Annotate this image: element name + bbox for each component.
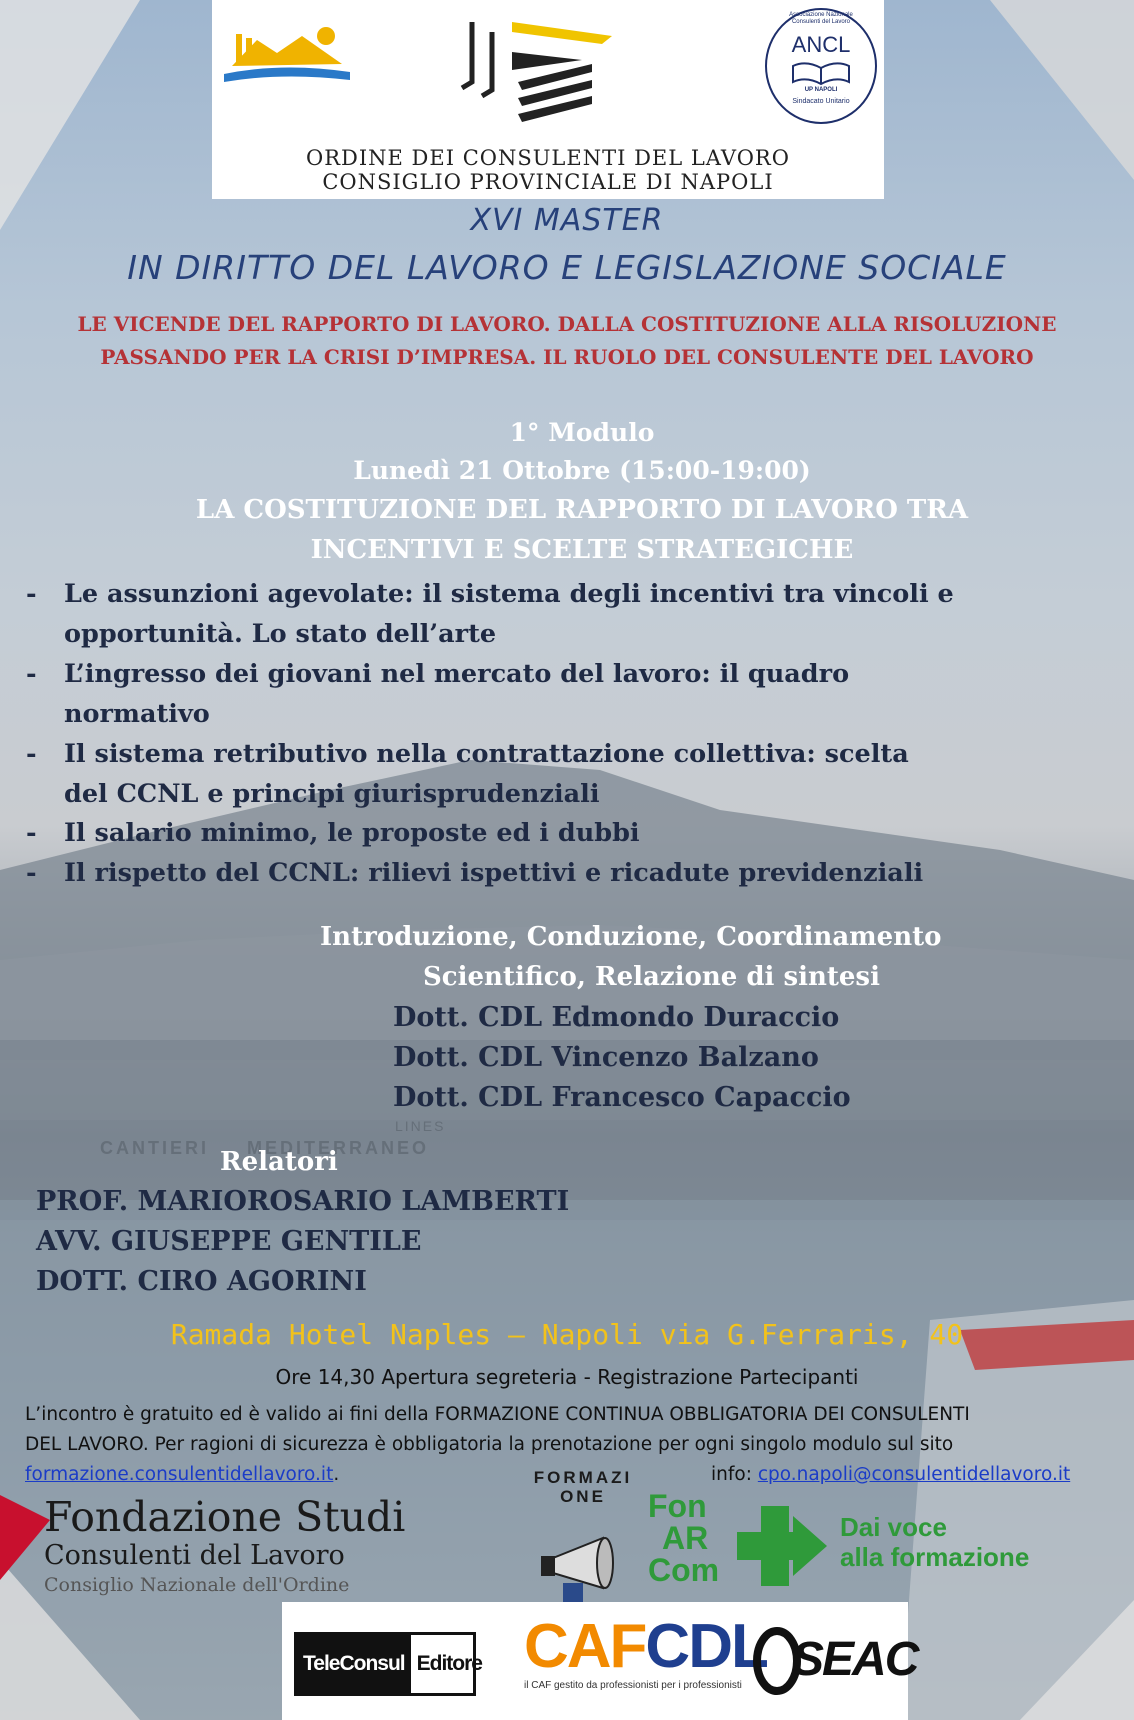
teleconsul-logo: [294, 1632, 482, 1696]
header-logo-box: [212, 0, 884, 199]
module-item-1-line2: opportunità. Lo stato dell’arte: [64, 619, 497, 649]
fondazione-council: Consiglio Nazionale dell'Ordine: [44, 1574, 350, 1596]
editore-label: Editore: [416, 1652, 482, 1675]
coordinator-3: Dott. CDL Francesco Capaccio: [393, 1082, 851, 1113]
fondazione-title: Fondazione Studi: [44, 1493, 406, 1541]
caf-part: CAF: [524, 1612, 646, 1681]
formazione-site-link[interactable]: formazione.consulentidellavoro.it: [25, 1464, 334, 1485]
paper-corner-topleft: [0, 0, 140, 230]
module-name: 1° Modulo: [509, 418, 655, 447]
coordinator-2: Dott. CDL Vincenzo Balzano: [393, 1042, 819, 1073]
fonarcom-ar: AR: [662, 1520, 709, 1556]
notice-line3: [25, 1464, 339, 1485]
notice-line2: DEL LAVORO. Per ragioni di sicurezza è obbligatoria la prenotazione per ogni singolo modulo sul sito: [25, 1434, 954, 1455]
cafcdl-wordmark: [524, 1612, 767, 1681]
bullet-dash: -: [26, 858, 37, 888]
module-item-5-line1: Il rispetto del CCNL: rilievi ispettivi e ricadute previdenziali: [64, 858, 924, 888]
coordination-line1: Introduzione, Conduzione, Coordinamento: [320, 922, 942, 952]
seac-label: SEAC: [792, 1633, 918, 1686]
bullet-dash: -: [26, 818, 37, 848]
ancl-bottom-text: Sindacato Unitario: [792, 98, 850, 105]
coordination-line2: Scientifico, Relazione di sintesi: [423, 962, 880, 992]
module-item-1-line1: Le assunzioni agevolate: il sistema degli incentivi tra vincoli e: [64, 579, 954, 609]
info-contact: [711, 1464, 1070, 1485]
speaker-3: DOTT. CIRO AGORINI: [36, 1266, 367, 1297]
subtitle-line1: LE VICENDE DEL RAPPORTO DI LAVORO. DALLA COSTITUZIONE ALLA RISOLUZIONE: [77, 312, 1057, 336]
info-email-link[interactable]: cpo.napoli@consulentidellavoro.it: [757, 1464, 1071, 1485]
campania-landscape-logo: [222, 18, 352, 88]
fondazione-studi-logo: [44, 1494, 504, 1604]
fonarcom-com: Com: [648, 1552, 720, 1588]
module-topic-line1: LA COSTITUZIONE DEL RAPPORTO DI LAVORO TRA: [195, 495, 969, 525]
module-item-3-line2: del CCNL e principi giurisprudenziali: [64, 779, 600, 809]
venue-address: Ramada Hotel Naples – Napoli via G.Ferraris, 40: [170, 1318, 964, 1351]
cafcdl-logo: [524, 1612, 767, 1691]
module-item-2-line2: normativo: [64, 699, 210, 729]
ordine-line1: ORDINE DEI CONSULENTI DEL LAVORO: [306, 146, 790, 170]
teleconsul-label: TeleConsul: [297, 1635, 411, 1693]
megaphone-icon: [523, 1528, 643, 1608]
dai-voce-line2: alla formazione: [840, 1542, 1030, 1572]
sponsor-strip: [282, 1602, 918, 1720]
master-title-line2: IN DIRITTO DEL LAVORO E LEGISLAZIONE SOCIALE: [127, 248, 1007, 287]
green-cross-arrow-icon: [733, 1502, 829, 1592]
caf-tagline: il CAF gestito da professionisti per i professionisti: [524, 1680, 742, 1691]
coordinator-1: Dott. CDL Edmondo Duraccio: [393, 1002, 840, 1033]
speaker-1: PROF. MARIOROSARIO LAMBERTI: [36, 1186, 570, 1217]
formazione-megaphone-logo: [523, 1462, 643, 1602]
fondazione-subtitle: Consulenti del Lavoro: [44, 1540, 345, 1571]
bullet-dash: -: [26, 659, 37, 689]
module-item-2-line1: L’ingresso dei giovani nel mercato del lavoro: il quadro: [64, 659, 850, 689]
notice-line1: L’incontro è gratuito ed è valido ai fini della FORMAZIONE CONTINUA OBBLIGATORIA DEI CONSULENTI: [25, 1404, 970, 1425]
open-book-icon: [791, 60, 851, 86]
ancl-ring-text: Associazione Nazionale Consulenti del Lavoro: [789, 12, 853, 25]
ancl-logo: [765, 8, 877, 124]
cdl-part: CDL: [645, 1612, 767, 1681]
subtitle-line2: PASSANDO PER LA CRISI D’IMPRESA. IL RUOLO DEL CONSULENTE DEL LAVORO: [100, 345, 1034, 369]
fonarcom-logo: [648, 1490, 728, 1586]
master-title-line1: XVI MASTER: [470, 203, 664, 238]
fonarcom-fon: Fon: [648, 1488, 707, 1524]
dai-voce-slogan: [840, 1512, 1029, 1572]
seac-logo: [752, 1622, 918, 1700]
site-suffix: .: [333, 1464, 340, 1485]
ancl-up-text: UP NAPOLI: [804, 87, 838, 93]
module-topic-line2: INCENTIVI E SCELTE STRATEGICHE: [310, 535, 854, 565]
dai-voce-line1: Dai voce: [840, 1512, 947, 1542]
paper-corner-topright: [990, 0, 1134, 180]
speaker-2: AVV. GIUSEPPE GENTILE: [36, 1226, 422, 1257]
mediterraneo-label: MEDITERRANEO: [247, 1138, 430, 1158]
speakers-heading: Relatori: [220, 1147, 338, 1177]
ordine-line2: CONSIGLIO PROVINCIALE DI NAPOLI: [322, 170, 774, 194]
module-item-4-line1: Il salario minimo, le proposte ed i dubbi: [64, 818, 640, 848]
bullet-dash: -: [26, 579, 37, 609]
bullet-dash: -: [26, 739, 37, 769]
info-label: info:: [711, 1464, 752, 1485]
registration-schedule: Ore 14,30 Apertura segreteria - Registrazione Partecipanti: [275, 1365, 859, 1389]
module-date: Lunedì 21 Ottobre (15:00-19:00): [353, 456, 811, 485]
formazione-word: FORMAZIONE: [533, 1468, 633, 1506]
cantieri-label: CANTIERI: [100, 1138, 209, 1158]
module-item-3-line1: Il sistema retributivo nella contrattazione collettiva: scelta: [64, 739, 909, 769]
background-label-lines: LINES: [395, 1118, 446, 1134]
ancl-label: ANCL: [791, 32, 851, 57]
consulenti-lavoro-logo: [452, 2, 642, 132]
